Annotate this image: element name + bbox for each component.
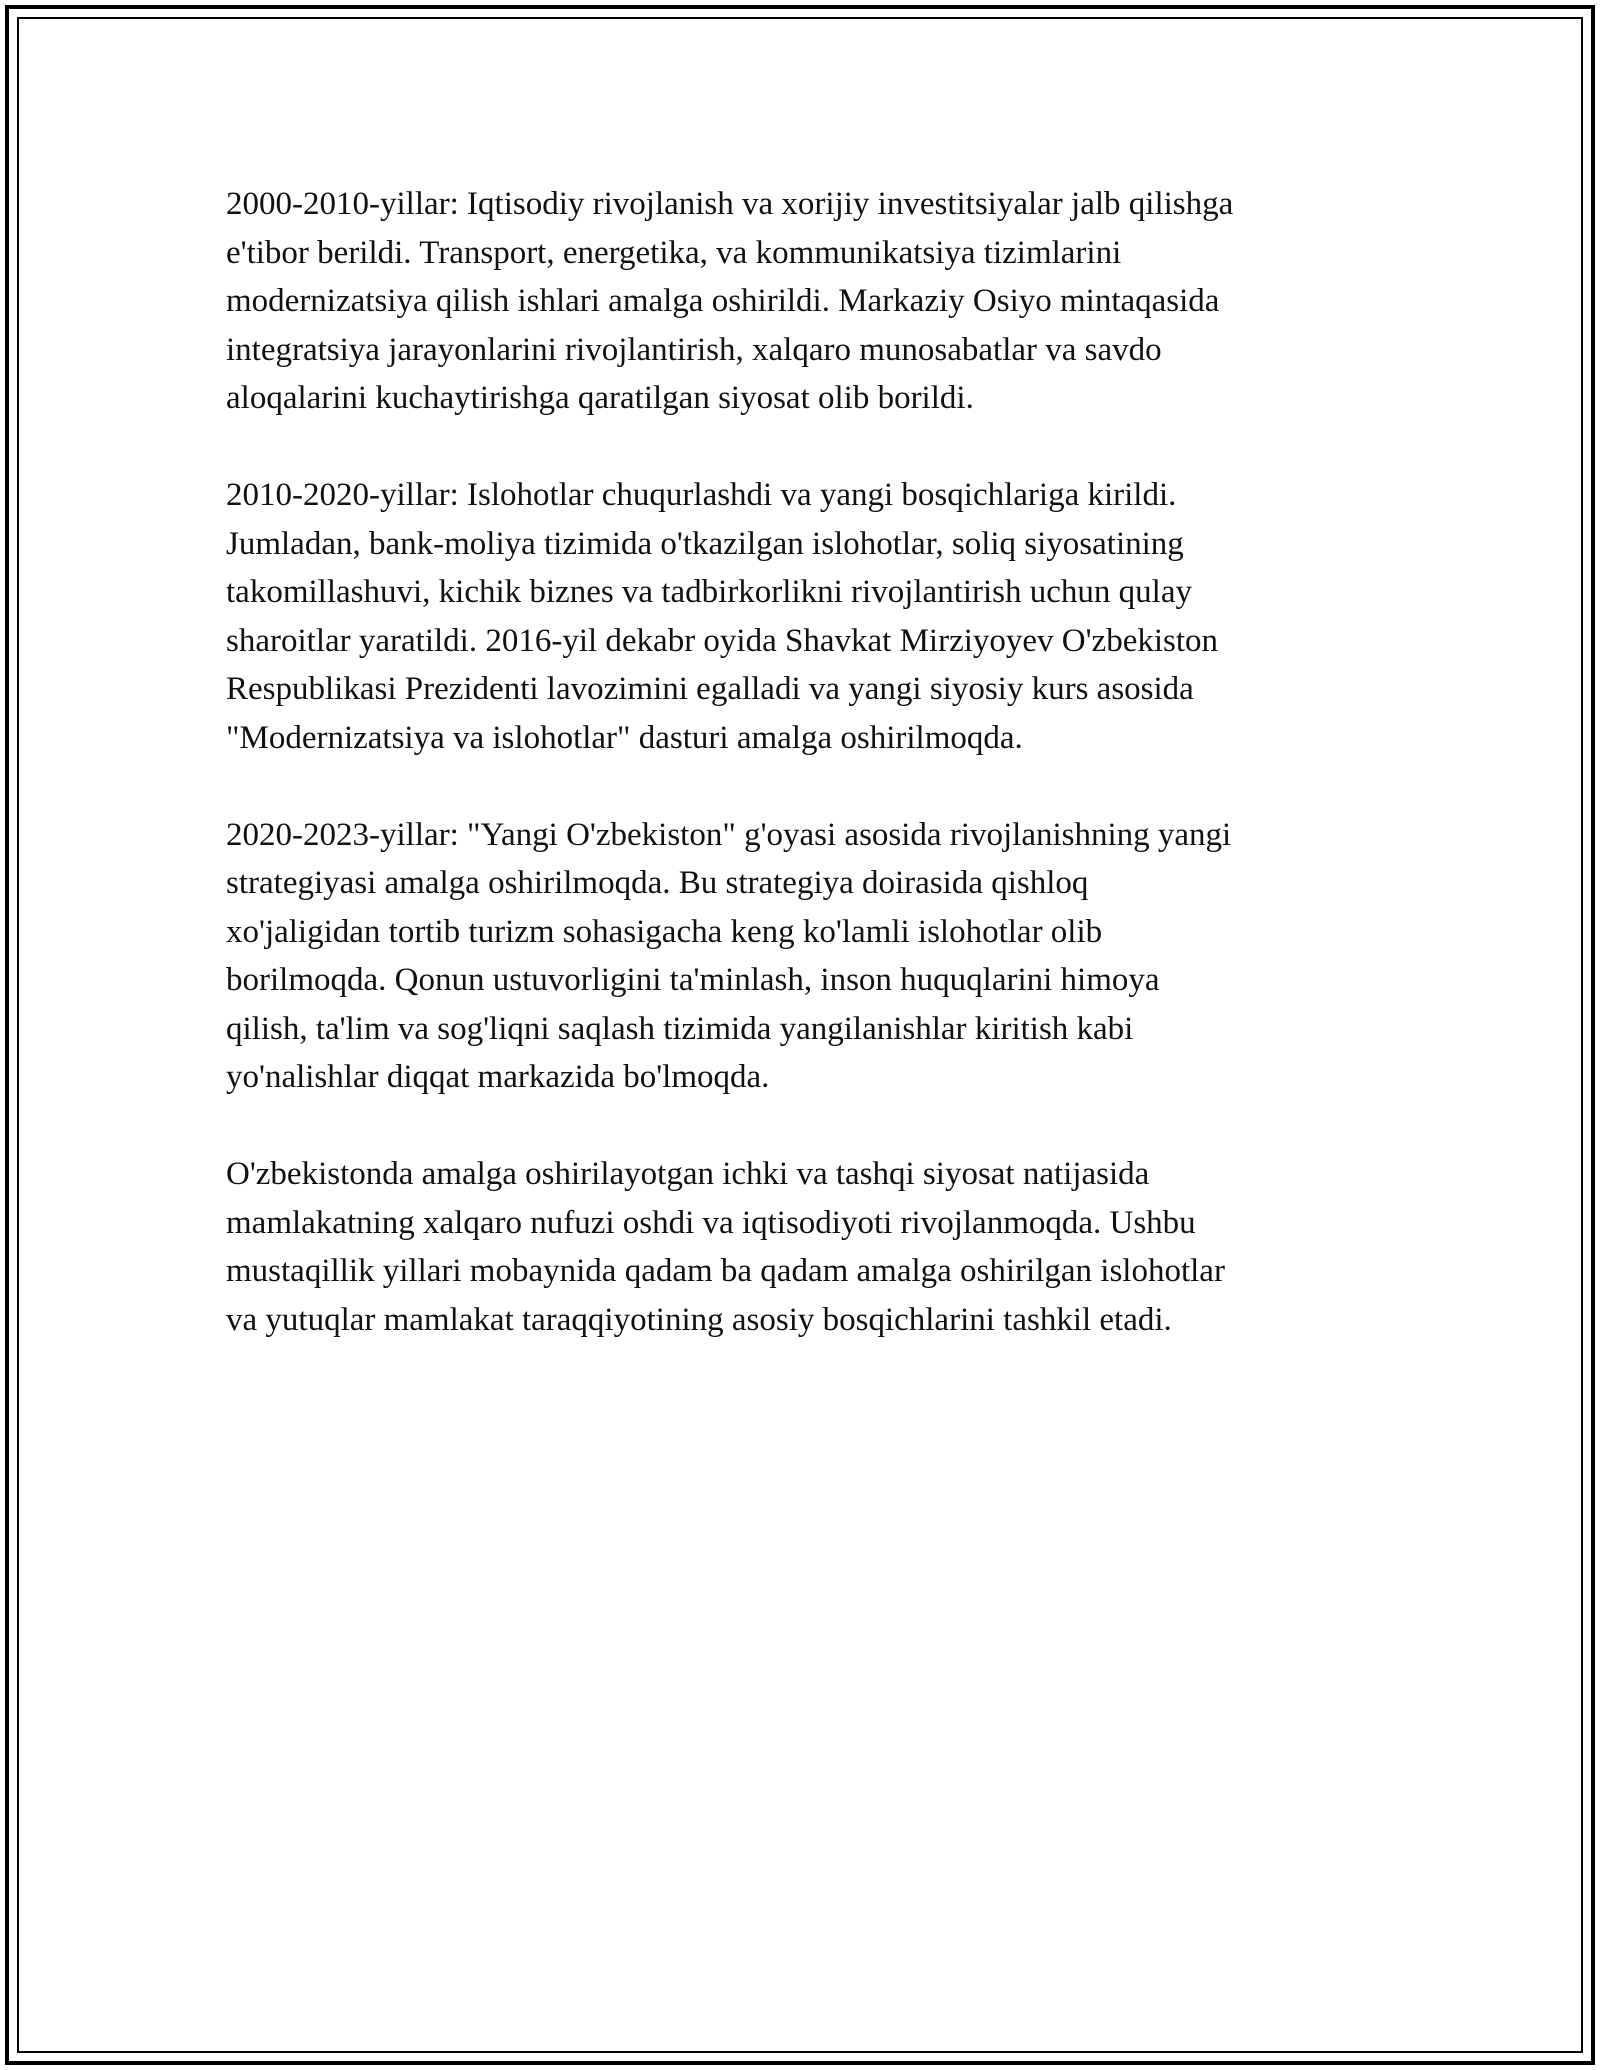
document-body: [226, 180, 1376, 1393]
paragraph-conclusion: O'zbekistonda amalga oshirilayotgan ichki va tashqi siyosat natijasida mamlakatning xalqaro nufuzi oshdi va iqtisodiyoti rivojlanmoqda. Ushbu mustaqillik yillari mobaynida qadam ba qadam amalga oshirilgan islohotlar va yutuqlar mamlakat taraqqiyotining asosiy bosqichlarini tashkil etadi.: [226, 1156, 1225, 1338]
paragraph-2020-2023: 2020-2023-yillar: "Yangi O'zbekiston" g'oyasi asosida rivojlanishning yangi strategiyasi amalga oshirilmoqda. Bu strategiya doirasida qishloq xo'jaligidan tortib turizm sohasigacha keng ko'lamli islohotlar olib borilmoqda. Qonun ustuvorligini ta'minlash, inson huquqlarini himoya qilish, ta'lim va sog'liqni saqlash tizimida yangilanishlar kiritish kabi yo'nalishlar diqqat markazida bo'lmoqda.: [226, 816, 1232, 1095]
paragraph-2010-2020: 2010-2020-yillar: Islohotlar chuqurlashdi va yangi bosqichlariga kirildi. Jumladan, bank-moliya tizimida o'tkazilgan islohotlar, soliq siyosatining takomillashuvi, kichik biznes va tadbirkorlikni rivojlantirish uchun qulay sharoitlar yaratildi. 2016-yil dekabr oyida Shavkat Mirziyoyev O'zbekiston Respublikasi Prezidenti lavozimini egalladi va yangi siyosiy kurs asosida "Modernizatsiya va islohotlar" dasturi amalga oshirilmoqda.: [226, 477, 1219, 756]
paragraph-2000-2010: 2000-2010-yillar: Iqtisodiy rivojlanish va xorijiy investitsiyalar jalb qilishga e'tibor berildi. Transport, energetika, va kommunikatsiya tizimlarini modernizatsiya qilish ishlari amalga oshirildi. Markaziy Osiyo mintaqasida integratsiya jarayonlarini rivojlantirish, xalqaro munosabatlar va savdo aloqalarini kuchaytirishga qaratilgan siyosat olib borildi.: [226, 186, 1234, 416]
